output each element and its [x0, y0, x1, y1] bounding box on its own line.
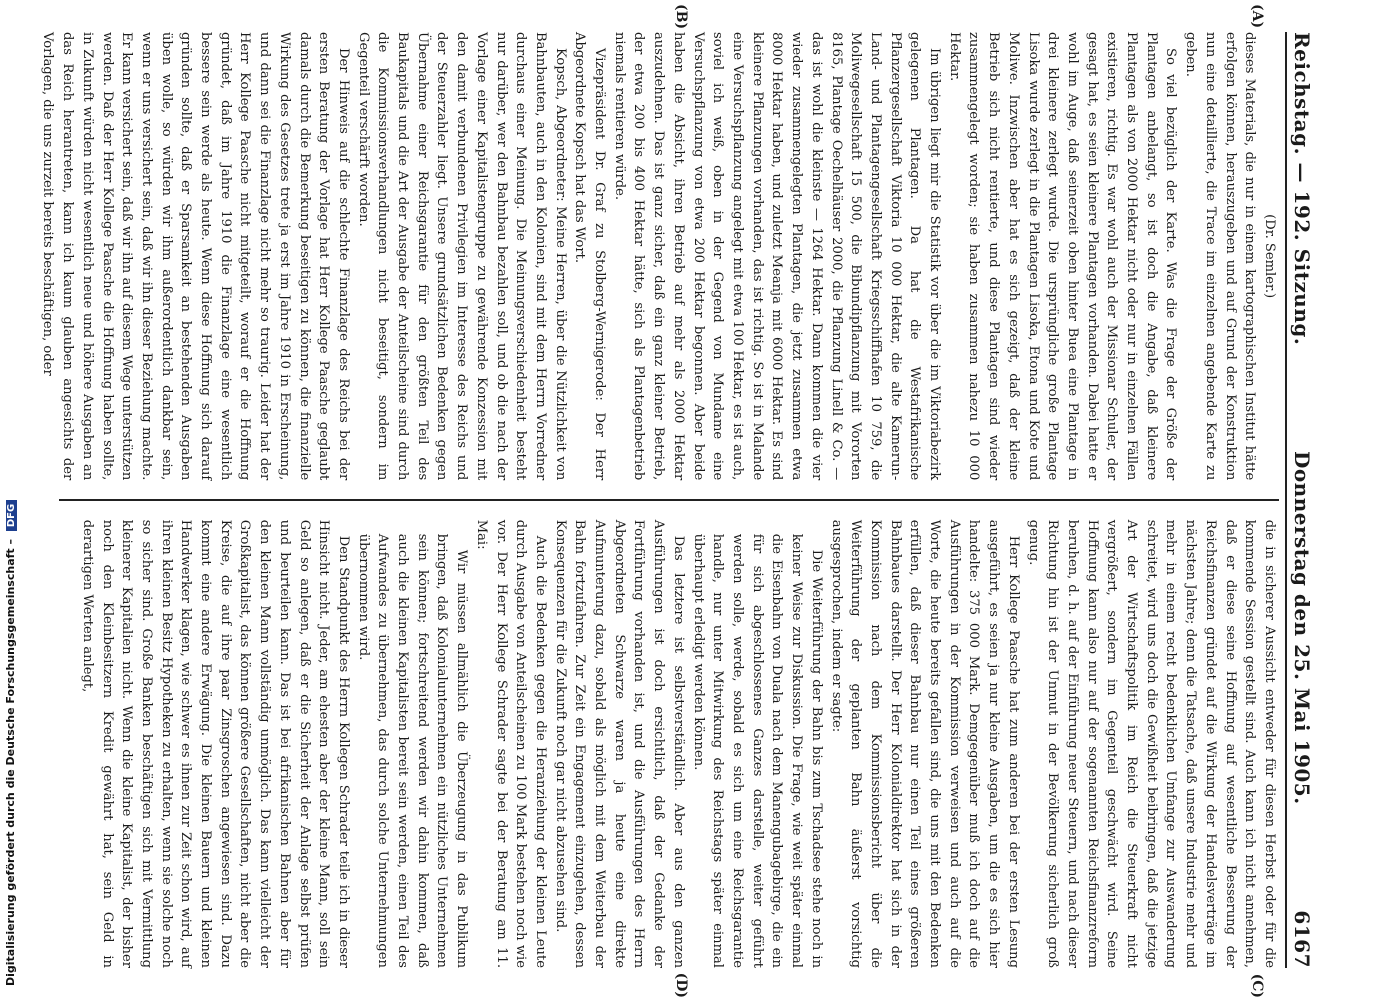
paragraph: Herr Kollege Paasche hat zum anderen bei der ersten Lesung ausgeführt, es seien ja nur kleine Ausgaben, um die es sich hier handelte: 375 000 Mark. Demgegenüber muß ich doch auf die Ausführungen in der Kommission verweisen und auch auf die Worte, die heute bereits gefallen sind, die uns mit den Bedenken erfüllen, daß dieser Bahnbau nur einen Teil eines größeren Bahnbaues darstellt. Der Herr Kolonialdirektor hat sich in der Kommission nach dem Kommissionsbericht über die Weiterführung der geplanten Bahn äußerst vorsichtig ausgesprochen, indem er sagte: [828, 519, 1021, 968]
paragraph: So viel bezüglich der Karte. Was die Frage der Größe der Plantagen anbelangt, so ist doch die Angabe, daß kleinere Plantagen als von 2000 Hektar nicht oder nur in einzelnen Fällen existieren, richtig. Es war wohl auch der Missionar Schuler, der gesagt hat, es seien kleinere Plantagen vorhanden. Dabei hatte er wohl im Auge, daß seinerzeit oben hinter Buea eine Plantage in drei kleinere zerlegt wurde. Die ursprüngliche große Plantage Lisoka wurde zerlegt in die Plantagen Lisoka, Etona und Kote und Moliwe. Inzwischen aber hat es sich gezeigt, daß der kleine Betrieb sich nicht rentierte, und diese Plantagen sind wieder zusammengelegt worden; sie haben zusammen nahezu 10 000 Hektar. [946, 32, 1179, 481]
paragraph: dieses Materials, die nur in einem kartographischen Institut hätte erfolgen können, herauszugeben und auf Grund der Konstruktion nun eine detaillierte, die Trace im einzelnen angebende Karte zu geben. [1183, 32, 1258, 481]
column-divider [59, 499, 1279, 501]
paragraph: Im übrigen liegt mir die Statistik vor über die im Viktoriabezirk gelegenen Plantagen. Da hat die Westafrikanische Pflanzergesellschaft Viktoria 10 000 Hektar, die alte Kamerun-Land- und Plantagengesellschaft Kriegsschiffhafen 10 759, die Moliwegesellschaft 15 500, die Bibundipflanzung mit Vororten 8165, Plantage Oechelhäuser 2000, die Pflanzung Linell & Co. — das ist wohl die kleinste — 1264 Hektar. Dann kommen die vier wieder zusammengelegten Plantagen, die jetzt zusammen etwa 8000 Hektar haben, und zuletzt Meanja mit 6000 Hektar. Es sind kleinere Pflanzungen vorhanden, das ist richtig. So ist in Malande eine Versuchspflanzung angelegt mit etwa 100 Hektar, es ist auch, soviel ich weiß, oben in der Gegend von Mundame eine Versuchspflanzung von etwa 200 Hektar begonnen. Aber beide haben die Absicht, ihren Betrieb auf mehr als 2000 Hektar auszudehnen. Das ist ganz sicher, daß ein ganz kleiner Betrieb, der etwa 200 bis 400 Hektar hätte, sich als Plantagenbetrieb niemals rentieren würde. [611, 32, 943, 481]
page-number: 6167 [1290, 910, 1314, 968]
paragraph: Das letztere ist selbstverständlich. Aber aus den ganzen Ausführungen ist doch ersichtlich, daß der Gedanke der Fortführung vorhanden ist, und die Ausführungen des Herrn Abgeordneten Schwarze waren ja heute eine direkte Aufmunterung dazu, sobald als möglich mit dem Weiterbau der Bahn fortzufahren. Zur Zeit ein Engagement einzugehen, dessen Konsequenzen für die Zukunft noch gar nicht abzusehen sind. [552, 519, 686, 968]
dfg-logo: DFG [6, 500, 17, 531]
paragraph: Der Hinweis auf die schlechte Finanzlage des Reichs bei der ersten Beratung der Vorlage hat Herr Kollege Paasche geglaubt damals durch die Bemerkung beseitigen zu können, die finanzielle Wirkung des Gesetzes trete ja erst im Jahre 1910 in Erscheinung, und dann sei die Finanzlage nicht mehr so traurig. Leider hat der Herr Kollege Paasche nicht mitgeteilt, worauf er die Hoffnung gründet, daß im Jahre 1910 die Finanzlage eine wesentlich bessere sein werde als heute. Wenn diese Hoffnung sich darauf gründen sollte, daß er Sparsamkeit an bestehenden Ausgaben üben wolle, so würden wir ihm außerordentlich dankbar sein, wenn er uns versichert sein, daß wir ihn dieser Beziehung machte. Er kann versichert sein, daß wir ihn auf diesem Wege unterstützen werden. Daß der Herr Kollege Paasche die Hoffnung haben sollte, in Zukunft würden nicht wesentlich neue und höhere Ausgaben an das Reich herantreten, kann ich kaum glauben angesichts der Vorlagen, die uns zurzeit bereits beschäftigen, oder [40, 32, 351, 481]
header-date: Donnerstag den 25. Mai 1905. [1290, 450, 1314, 805]
speaker-tag: (Dr. Semler.) [1262, 214, 1277, 299]
paragraph-speaker: Kopsch, Abgeordneter: Meine Herren, über die Nützlichkeit von Bahnbauten, auch in den Kolonien, sind mit dem Herrn Vorredner durchaus einer Meinung. Die Meinungsverschiedenheit besteht nur darüber, wer den Bahnbau bezahlen soll, und ob die nach der Vorlage einer Kapitalistengruppe zu gewährende Konzession mit den damit verbundenen Privilegien im Interesse des Reichs und der Steuerzahler liegt. Unsere grundsätzlichen Bedenken gegen Übernahme einer Reichsgarantie für den größten Teil des Baukapitals und die Art der Ausgabe der Anteilscheine sind durch die Kommissionsverhandlungen nicht beseitigt, sondern im Gegenteil verschärft worden. [355, 32, 568, 481]
margin-mark-b: (B) [673, 4, 689, 30]
text-body [40, 4, 1279, 998]
paragraph: Auch die Bedenken gegen die Heranziehung der kleinen Leute durch Ausgabe von Anteilscheinen zu 100 Mark bestehen noch wie vor. Der Herr Kollege Schrader sagte bei der Beratung am 11. Mai: [473, 519, 548, 968]
paragraph-chair: Vizepräsident Dr. Graf zu Stolberg-Wernigerode: Der Herr Abgeordnete Kopsch hat das Wort. [572, 32, 608, 481]
left-column [40, 32, 1279, 481]
margin-mark-c: (C) [1249, 973, 1265, 998]
paragraph: die in sicherer Aussicht entweder für diesen Herbst oder für die kommende Session gestellt sind. Auch kann ich nicht annehmen, daß er diese seine Hoffnung auf wesentliche Besserung der Reichsfinanzen gründet auf die Wirkung der Handelsverträge im nächsten Jahre; denn die Tatsache, daß unsere Industrie mehr und mehr in einem recht bedenklichen Umfange zur Auswanderung schreitet, wird uns doch die Gewißheit beibringen, daß die jetzige Art der Wirtschaftspolitik im Reich die Steuerkraft nicht vergrößert, sondern im Gegenteil geschwächt wird. Seine Hoffnung kann also nur auf der sogenannten Reichsfinanzreform beruhen, d. h. auf der Einführung neuer Steuern, und nach dieser Richtung hin ist der Unmut in der Bevölkerung sicherlich groß genug. [1025, 519, 1277, 968]
margin-mark-d: (D) [673, 972, 689, 998]
right-column [59, 520, 1279, 968]
running-header [1285, 32, 1316, 968]
margin-mark-a: (A) [1249, 4, 1265, 29]
paragraph: Den Standpunkt des Herrn Kollegen Schrader teile ich in dieser Hinsicht nicht. Jeder, am ehesten aber der kleine Mann, soll sein Geld so anlegen, daß er die Sicherheit der Anlage selbst prüfen und beurteilen kann. Das ist bei afrikanischen Bahnen aber für den kleinen Mann vollständig unmöglich. Das kann vielleicht der Großkapitalist, das können größere Gesellschaften, nicht aber die Kreise, die auf ihre paar Zinsgroschen angewiesen sind. Dazu kommt eine andere Erwägung. Die kleinen Bauern und kleinen Handwerker klagen, wie schwer es ihnen zur Zeit schon wird, auf ihren kleinen Besitz Hypotheken zu erhalten, wenn sie solche noch so sicher sind. Große Banken beschäftigen sich mit Vermittlung kleinerer Kapitalien nicht. Wenn die kleine Kapitalist, der bisher noch den Kleinbesitzern Kredit gewährt hat, sein Geld in derartigen Werten anlegt, [79, 519, 351, 968]
funding-notice [0, 0, 24, 1000]
quote: Die Weiterführung der Bahn bis zum Tschadsee stehe noch in keiner Weise zur Diskussion. Die Frage, wie weit später einmal die Eisenbahn von Duala nach dem Manengubagebirge, die ein für sich abgeschlossenes Ganzes darstelle, weiter geführt werden solle, werde, sobald es sich um eine Reichsgarantie handle, nur unter Mitwirkung des Reichstags später einmal überhaupt erledigt werden können. [690, 533, 824, 968]
quote: Wir müssen allmählich die Überzeugung in das Publikum bringen, daß Kolonialunternehmen ein nützliches Unternehmen sein können; fortschreitend werden wir dahin kommen, daß auch die kleinen Kapitalisten bereit sein werden, einen Teil des Aufwandes zu übernehmen, das durch solche Unternehmungen übernommen wird. [355, 533, 470, 968]
funding-text: Digitalisierung gefördert durch die Deutsche Forschungsgemeinschaft – [4, 539, 17, 986]
header-left: Reichstag. — 192. Sitzung. [1290, 32, 1314, 346]
